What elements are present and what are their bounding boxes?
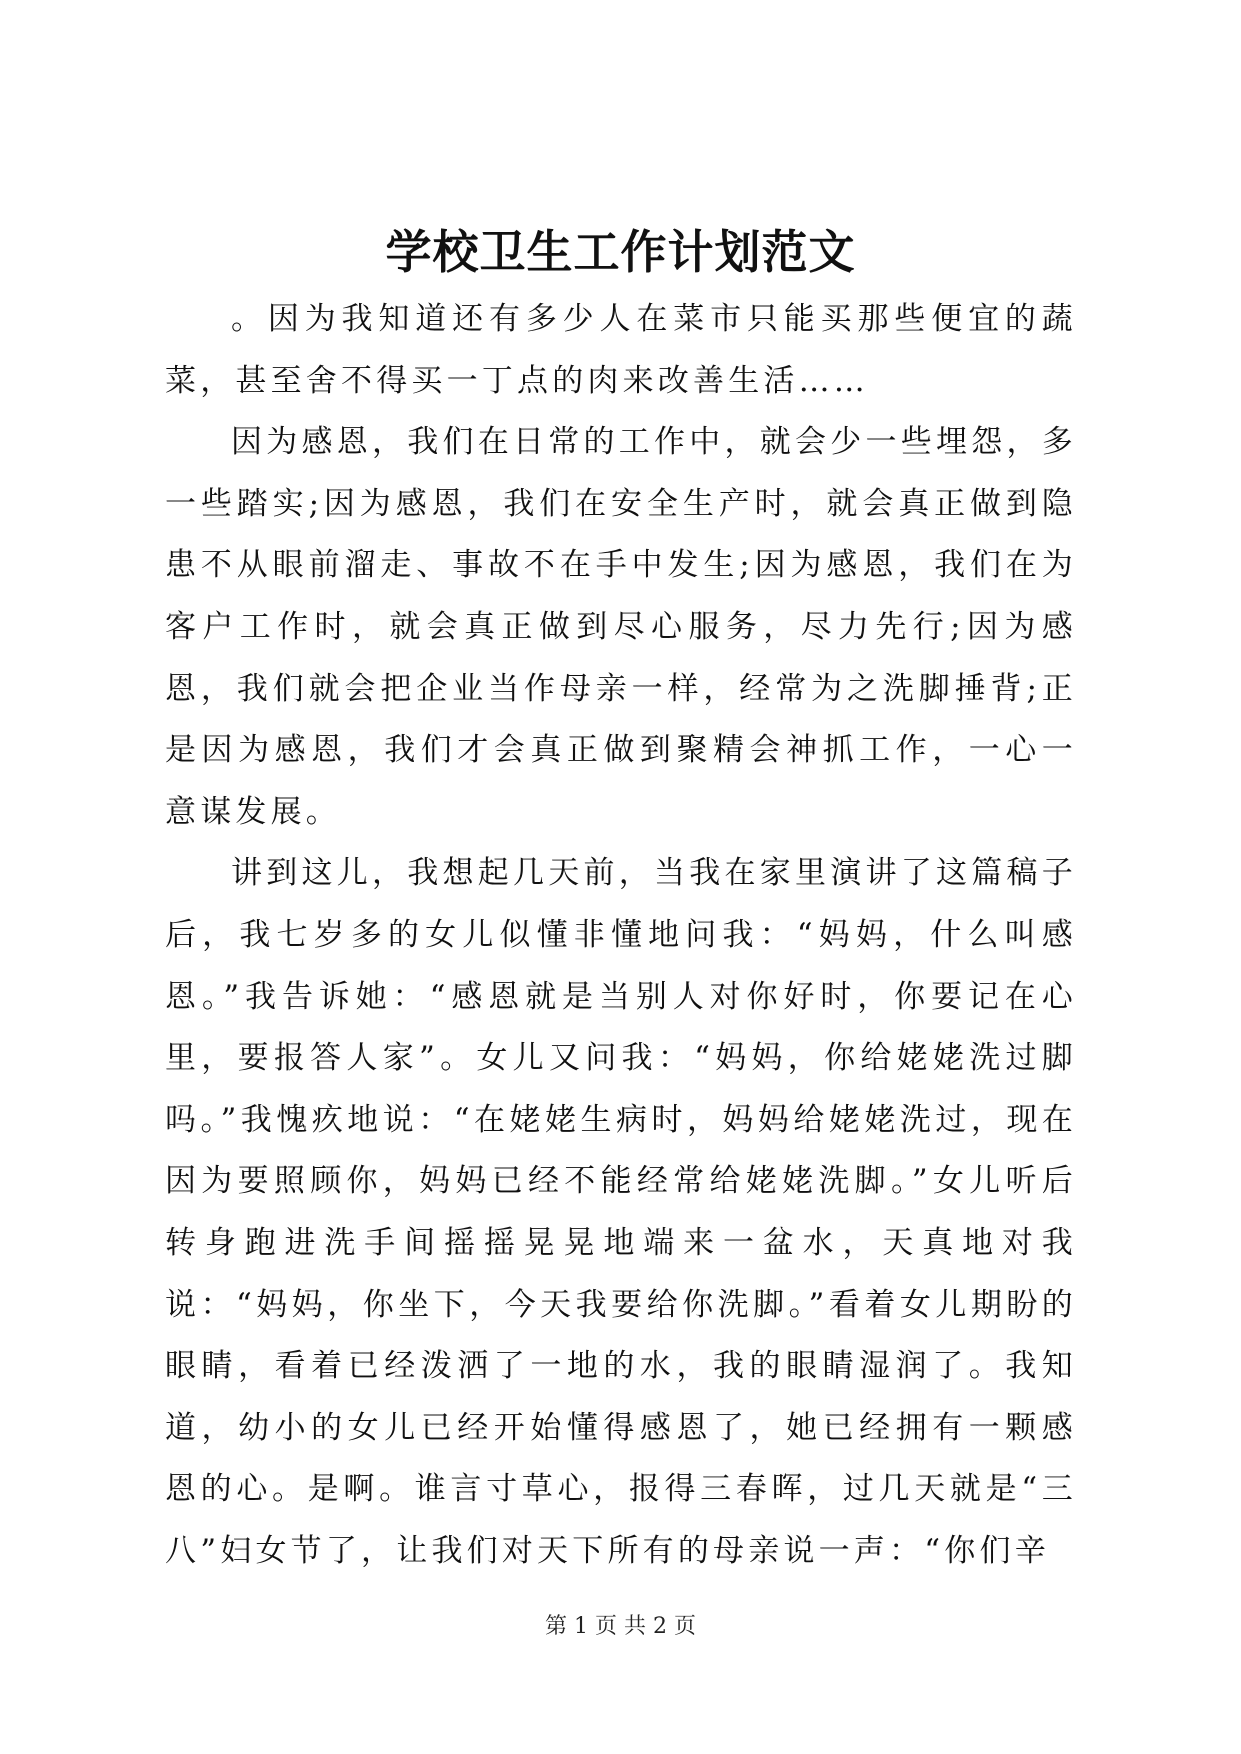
paragraph-3: 讲到这儿，我想起几天前，当我在家里演讲了这篇稿子后，我七岁多的女儿似懂非懂地问我：“妈妈，什么叫感恩。”我告诉她：“感恩就是当别人对你好时，你要记在心里，要报答人家”。女儿又问我：“妈妈，你给姥姥洗过脚吗。”我愧疚地说：“在姥姥生病时，妈妈给姥姥洗过，现在因为要照顾你，妈妈已经不能经常给姥姥洗脚。”女儿听后转身跑进洗手间摇摇晃晃地端来一盆水，天真地对我说：“妈妈，你坐下，今天我要给你洗脚。”看着女儿期盼的眼睛，看着已经泼洒了一地的水，我的眼睛湿润了。我知道，幼小的女儿已经开始懂得感恩了，她已经拥有一颗感恩的心。是啊。谁言寸草心，报得三春晖，过几天就是“三八”妇女节了，让我们对天下所有的母亲说一声：“你们辛	[165, 855, 1077, 1569]
paragraph-2: 因为感恩，我们在日常的工作中，就会少一些埋怨，多一些踏实;因为感恩，我们在安全生产时，就会真正做到隐患不从眼前溜走、事故不在手中发生;因为感恩，我们在为客户工作时，就会真正做到尽心服务，尽力先行;因为感恩，我们就会把企业当作母亲一样，经常为之洗脚捶背;正是因为感恩，我们才会真正做到聚精会神抓工作，一心一意谋发展。	[165, 424, 1077, 830]
document-title: 学校卫生工作计划范文	[385, 225, 856, 279]
document-body	[165, 289, 1077, 1582]
paragraph-1: 。因为我知道还有多少人在菜市只能买那些便宜的蔬菜，甚至舍不得买一丁点的肉来改善生活……	[165, 301, 1077, 399]
page-footer	[0, 1612, 1241, 1642]
page-number-label: 第 1 页 共 2 页	[545, 1614, 696, 1639]
